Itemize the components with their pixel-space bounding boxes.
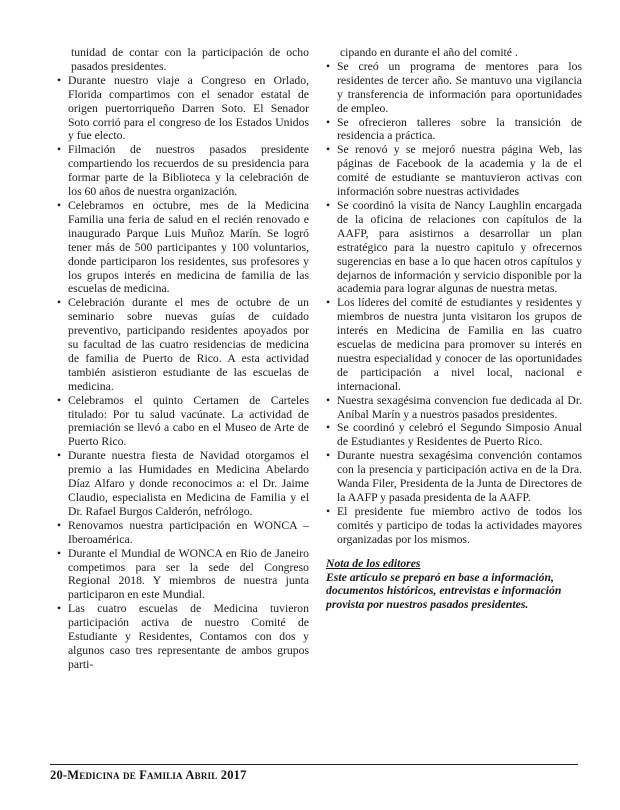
bullet-icon: • [326,449,331,463]
right-column [326,46,582,612]
list-item: • Se ofrecieron talleres sobre la transición de residencia a práctica. [326,115,582,143]
bullet-icon: • [57,143,62,157]
list-item: • Se renovó y se mejoró nuestra página Web, las páginas de Facebook de la academia y la de el comité de estudiante se mantuvieron activas con información sobre nuestras actividades [326,143,582,199]
editors-note [326,557,582,613]
list-item: • Filmación de nuestros pasados presidente compartiendo los recuerdos de su presidencia para formar parte de la Biblioteca y la celebración de los 60 años de nuestra organización. [57,143,309,199]
list-item: • Durante nuestra fiesta de Navidad otorgamos el premio a las Humidades en Medicina Abelardo Díaz Alfaro y donde reconocimos a: el Dr. Jaime Claudio, especialista en Medicina de Familia y el Dr. Rafael Burgos Calderón, nefrólogo. [57,449,309,518]
bullet-icon: • [326,143,331,157]
list-item: • Renovamos nuestra participación en WONCA –Iberoamérica. [57,518,309,546]
list-item: • Durante el Mundial de WONCA en Rio de Janeiro competimos para ser la sede del Congreso Regional 2018. Y miembros de nuestra junta participaron en este Mundial. [57,546,309,602]
bullet-icon: • [326,504,331,518]
bullet-icon: • [326,59,331,73]
list-item: • Nuestra sexagésima convencion fue dedicada al Dr. Aníbal Marín y a nuestros pasados presidentes. [326,393,582,421]
list-item: • Celebración durante el mes de octubre de un seminario sobre nuevas guías de cuidado preventivo, participando residentes apoyados por su facultad de las cuatro residencias de medicina de familia de Puerto de Rico. A esta actividad también asistieron estudiante de las escuelas de medicina. [57,296,309,393]
bullet-icon: • [57,449,62,463]
bullet-icon: • [326,198,331,212]
bullet-icon: • [57,296,62,310]
bullet-icon: • [57,602,62,616]
list-item: • Se coordinó y celebró el Segundo Simposio Anual de Estudiantes y Residentes de Puerto Rico. [326,421,582,449]
left-bullet-list [57,74,309,672]
right-continuation-text: cipando en durante el año del comité . [340,46,518,59]
left-continuation-text: tunidad de contar con la participación de ocho pasados presidentes. [71,46,309,73]
bullet-icon: • [57,198,62,212]
footer-divider [50,764,578,765]
list-item: • Se coordinó la visita de Nancy Laughlin encargada de la oficina de relaciones con capítulos de la AAFP, para asistirnos a desarrollar un plan estratégico para la nuestro capitulo y ofrecernos sugerencias en base a lo que hacen otros capítulos y dejarnos de información y servicio disponible por la academia para lograr algunas de nuestra metas. [326,198,582,296]
bullet-icon: • [57,393,62,407]
list-item: • Celebramos el quinto Certamen de Carteles titulado: Por tu salud vacúnate. La actividad de premiación se llevó a cabo en el Museo de Arte de Puerto Rico. [57,393,309,449]
bullet-icon: • [326,393,331,407]
editors-note-body: Este artículo se preparó en base a información, documentos históricos, entrevistas e información provista por nuestros pasados presidentes. [326,570,562,612]
list-item: • Se creó un programa de mentores para los residentes de tercer año. Se mantuvo una vigilancia y transferencia de información para oportunidades de empleo. [326,59,582,115]
list-item: • Durante nuestro viaje a Congreso en Orlado, Florida compartimos con el senador estatal de origen puertorriqueño Darren Soto. El Senador Soto corrió para el congreso de los Estados Unidos y fue electo. [57,73,309,143]
bullet-icon: • [57,546,62,560]
bullet-icon: • [326,115,331,129]
bullet-icon: • [57,73,62,87]
bullet-icon: • [326,421,331,435]
bullet-icon: • [57,518,62,532]
list-item: • Celebramos en octubre, mes de la Medicina Familia una feria de salud en el recién renovado e inaugurado Parque Luis Muñoz Marín. Se logró tener más de 500 participantes y 100 voluntarios, donde participaron los residentes, sus profesores y los grupos interés en medicina de familia de las escuelas de medicina. [57,198,309,296]
bullet-icon: • [326,296,331,310]
list-item: • Durante nuestra sexagésima convención contamos con la presencia y participación activa en de la Dra. Wanda Filer, Presidenta de la Junta de Directores de la AAFP y pasada presidenta de la AAFP. [326,449,582,504]
left-column [57,46,309,672]
page-footer: 20-Medicina de Familia Abril 2017 [50,768,247,782]
list-item: • Los líderes del comité de estudiantes y residentes y miembros de nuestra junta visitaron los grupos de interés en Medicina de Familia en las cuatro escuelas de medicina para promover su interés en nuestra especialidad y conocer de las oportunidades de participación a nivel local, nacional e internacional. [326,296,582,393]
editors-note-title: Nota de los editores [326,556,421,570]
list-item: • Las cuatro escuelas de Medicina tuvieron participación activa de nuestro Comité de Estudiante y Residentes, Contamos con dos y algunos caso tres representante de ambos grupos parti- [57,602,309,671]
right-bullet-list [326,60,582,547]
list-item: • El presidente fue miembro activo de todos los comités y participo de todas la actividades mayores organizadas por los mismos. [326,504,582,546]
